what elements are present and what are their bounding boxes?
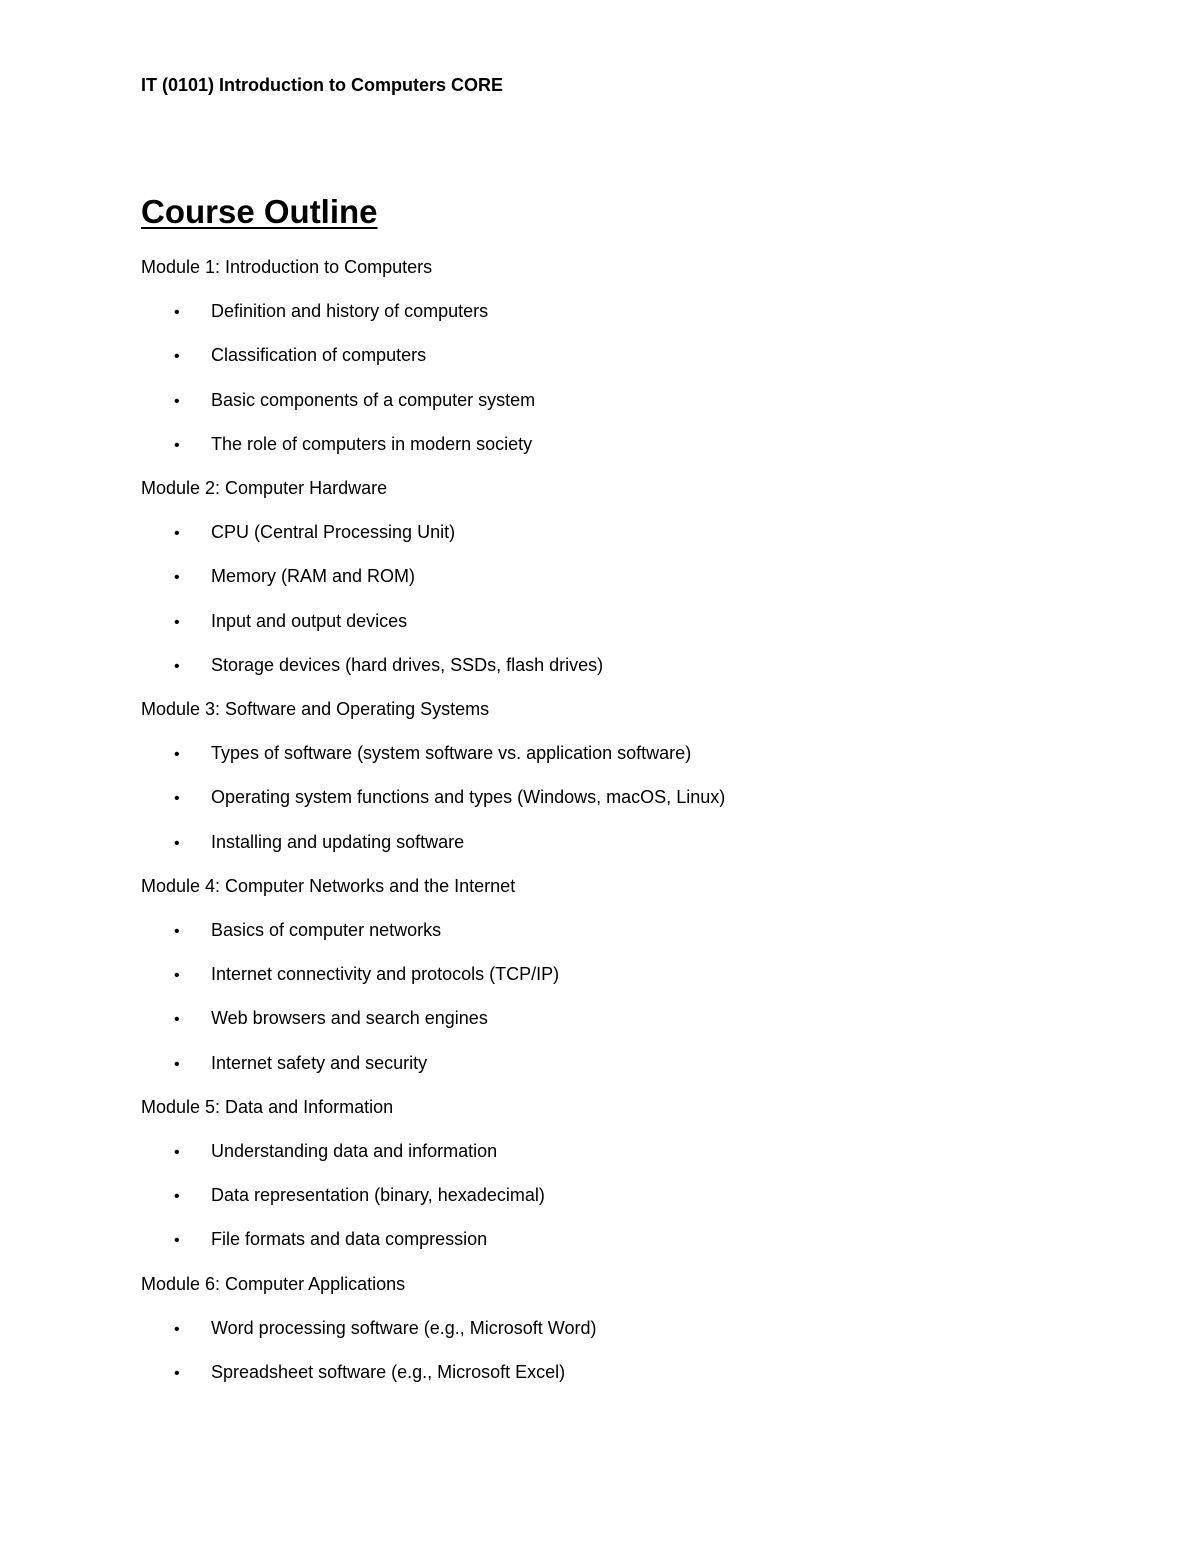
list-item-text: Data representation (binary, hexadecimal) — [211, 1185, 545, 1206]
bullet-icon: • — [174, 1320, 180, 1338]
list-item — [174, 1140, 497, 1164]
bullet-icon: • — [174, 436, 180, 454]
bullet-icon: • — [174, 304, 180, 322]
list-item — [174, 433, 532, 457]
list-item-text: Memory (RAM and ROM) — [211, 566, 416, 587]
list-item-text: Types of software (system software vs. application software) — [211, 743, 692, 764]
bullet-icon: • — [174, 967, 180, 985]
list-item — [174, 654, 603, 678]
list-item-text: Basic components of a computer system — [211, 389, 536, 410]
list-item-text: Operating system functions and types (Windows, macOS, Linux) — [211, 787, 726, 808]
bullet-icon: • — [174, 1188, 180, 1206]
module-heading: Module 4: Computer Networks and the Internet — [141, 875, 516, 896]
list-item — [174, 963, 559, 987]
list-item-text: Storage devices (hard drives, SSDs, flash drives) — [211, 654, 604, 675]
module-heading: Module 1: Introduction to Computers — [141, 257, 433, 277]
bullet-icon: • — [174, 1011, 180, 1029]
list-item-text: Classification of computers — [211, 345, 427, 366]
list-item-text: Basics of computer networks — [211, 920, 442, 940]
module-heading: Module 2: Computer Hardware — [141, 478, 388, 498]
list-item — [174, 831, 464, 855]
list-item — [174, 742, 691, 766]
bullet-icon: • — [174, 392, 180, 410]
bullet-icon: • — [174, 348, 180, 366]
bullet-icon: • — [174, 923, 180, 940]
list-item — [174, 565, 415, 589]
bullet-icon: • — [174, 525, 180, 543]
list-item-text: File formats and data compression — [211, 1229, 488, 1250]
bullet-icon: • — [174, 1365, 180, 1382]
list-item-text: Internet safety and security — [211, 1052, 428, 1073]
list-item — [174, 786, 725, 810]
list-item — [174, 919, 441, 943]
bullet-icon: • — [174, 1232, 180, 1250]
page-title: Course Outline — [141, 193, 378, 230]
list-item — [174, 1317, 596, 1341]
list-item-text: Understanding data and information — [211, 1141, 498, 1161]
bullet-icon: • — [174, 1144, 180, 1161]
module-heading: Module 6: Computer Applications — [141, 1273, 406, 1294]
document-header: IT (0101) Introduction to Computers CORE — [141, 75, 504, 95]
list-item — [174, 1184, 545, 1208]
list-item — [174, 521, 455, 545]
list-item — [174, 300, 488, 324]
list-item-text: Definition and history of computers — [211, 301, 489, 322]
bullet-icon: • — [174, 790, 180, 808]
module-heading: Module 3: Software and Operating Systems — [141, 699, 490, 719]
list-item — [174, 1052, 427, 1076]
list-item — [174, 344, 426, 368]
bullet-icon: • — [174, 569, 180, 587]
list-item-text: Spreadsheet software (e.g., Microsoft Excel) — [211, 1362, 566, 1382]
bullet-icon: • — [174, 746, 180, 764]
bullet-icon: • — [174, 1055, 180, 1073]
bullet-icon: • — [174, 613, 180, 631]
bullet-icon: • — [174, 657, 180, 675]
list-item-text: Installing and updating software — [211, 831, 465, 852]
list-item — [174, 1228, 487, 1252]
list-item-text: CPU (Central Processing Unit) — [211, 522, 456, 543]
module-heading: Module 5: Data and Information — [141, 1096, 394, 1117]
list-item-text: The role of computers in modern society — [211, 433, 533, 454]
list-item — [174, 389, 535, 413]
list-item-text: Web browsers and search engines — [211, 1008, 488, 1029]
list-item-text: Input and output devices — [211, 610, 408, 631]
list-item-text: Internet connectivity and protocols (TCP/IP) — [211, 964, 560, 985]
list-item — [174, 1007, 488, 1031]
bullet-icon: • — [174, 834, 180, 852]
list-item — [174, 1361, 565, 1385]
list-item-text: Word processing software (e.g., Microsoft Word) — [211, 1317, 597, 1338]
list-item — [174, 610, 407, 634]
